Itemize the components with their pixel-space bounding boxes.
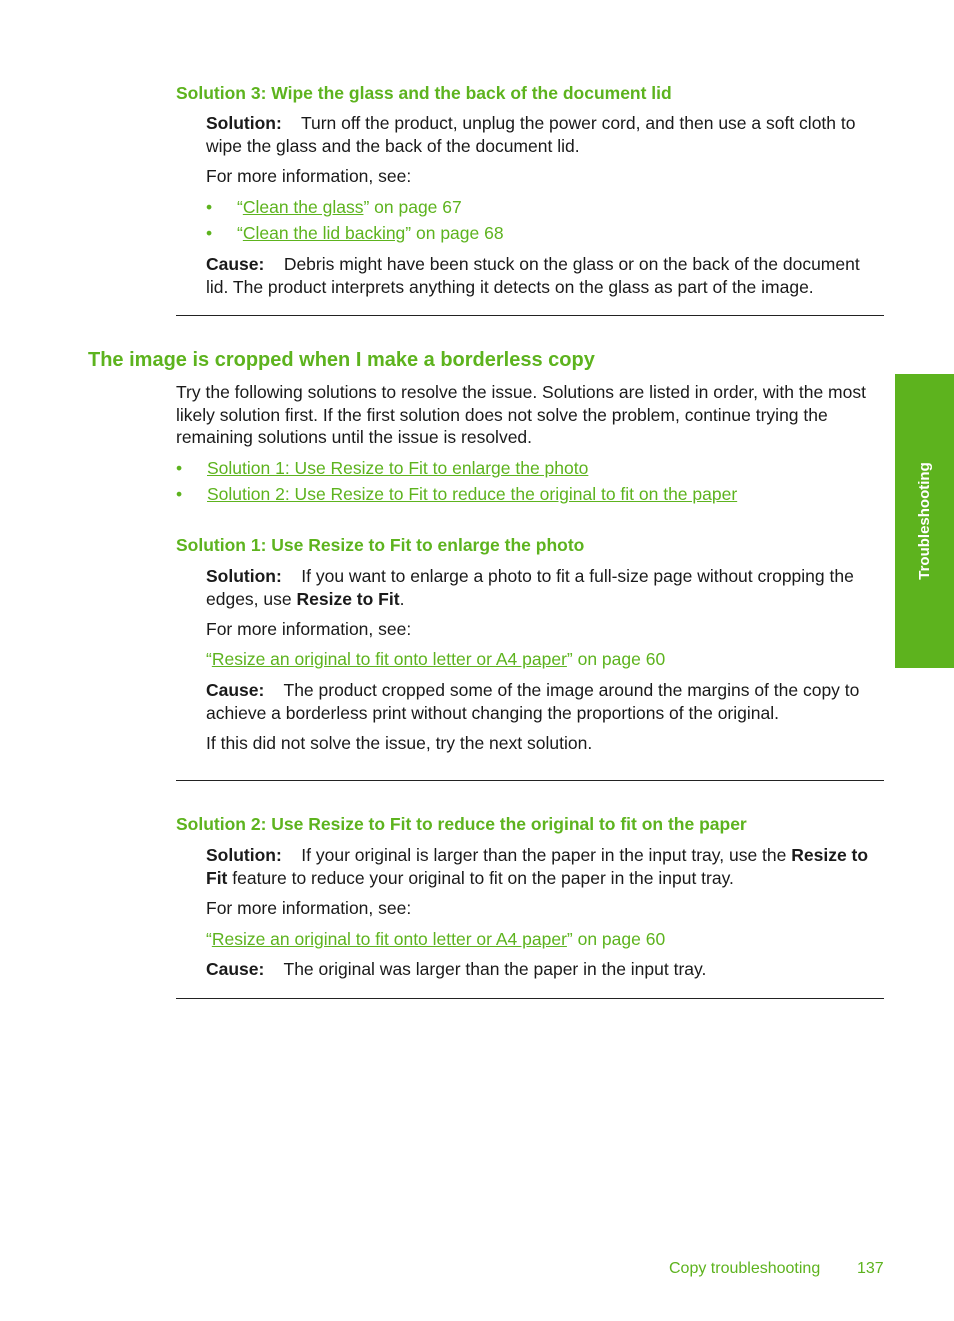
solution1-cause — [206, 679, 886, 724]
solution2-solution: Solution: If your original is larger than the paper in the input tray, use the Resize to Fit feature to reduce your original to fit on the paper in the input tray. — [206, 845, 869, 888]
solution-label: Solution: — [206, 845, 282, 865]
tab-label: Troubleshooting — [915, 462, 933, 580]
clean-lid-backing-link[interactable]: Clean the lid backing — [242, 223, 406, 243]
section-intro: Try the following solutions to resolve the issue. Solutions are listed in order, with the most likely solution first. If the first solution does not solve the problem, continue trying the remaining solutions until the issue is resolved. — [176, 382, 866, 447]
solution3-heading: Solution 3: Wipe the glass and the back of the document lid — [176, 83, 672, 103]
divider — [176, 780, 884, 781]
resize-original-link[interactable]: Resize an original to fit onto letter or A4 paper — [211, 929, 567, 949]
troubleshooting-tab — [895, 374, 954, 668]
solution3-more-info: For more information, see: — [206, 166, 412, 186]
page-number: 137 — [857, 1260, 884, 1277]
cause-label: Cause: — [206, 959, 265, 979]
solution1-link[interactable]: Solution 1: Use Resize to Fit to enlarge the photo — [207, 458, 589, 478]
solution2-link[interactable]: Solution 2: Use Resize to Fit to reduce the original to fit on the paper — [207, 484, 738, 504]
solution2-cause — [206, 958, 886, 981]
solution1-heading: Solution 1: Use Resize to Fit to enlarge the photo — [176, 535, 585, 555]
cause-text: The original was larger than the paper in the input tray. — [283, 959, 707, 979]
solution2-ref: “Resize an original to fit onto letter or A4 paper” on page 60 — [206, 929, 666, 949]
footer-section: Copy troubleshooting — [669, 1260, 821, 1277]
solution1-next: If this did not solve the issue, try the next solution. — [206, 733, 593, 753]
clean-glass-link[interactable]: Clean the glass — [242, 197, 364, 217]
bullet-icon: • — [206, 197, 213, 217]
section-heading: The image is cropped when I make a borderless copy — [88, 349, 595, 371]
solution2-more-info: For more information, see: — [206, 898, 412, 918]
solution3-cause — [206, 253, 886, 298]
solution-text: Turn off the product, unplug the power cord, and then use a soft cloth to wipe the glass and the back of the document lid. — [206, 113, 856, 156]
solution3-solution — [206, 112, 886, 157]
solution2-heading: Solution 2: Use Resize to Fit to reduce the original to fit on the paper — [176, 814, 747, 834]
resize-original-link[interactable]: Resize an original to fit onto letter or A4 paper — [211, 649, 567, 669]
cause-text: The product cropped some of the image around the margins of the copy to achieve a borderless print without changing the proportions of the original. — [206, 680, 860, 723]
divider — [176, 315, 884, 316]
solution-label: Solution: — [206, 566, 282, 586]
solution1-more-info: For more information, see: — [206, 619, 412, 639]
bullet-icon: • — [206, 223, 213, 243]
bullet-icon: • — [176, 458, 183, 478]
cause-label: Cause: — [206, 254, 265, 274]
divider — [176, 998, 884, 999]
solution1-ref: “Resize an original to fit onto letter or A4 paper” on page 60 — [206, 649, 666, 669]
solution-label: Solution: — [206, 113, 282, 133]
bullet-icon: • — [176, 484, 183, 504]
cause-text: Debris might have been stuck on the glass or on the back of the document lid. The product interprets anything it detects on the glass as part of the image. — [206, 254, 860, 297]
solution1-solution: Solution: If you want to enlarge a photo to fit a full-size page without cropping the edges, use Resize to Fit. — [206, 566, 854, 609]
cause-label: Cause: — [206, 680, 265, 700]
